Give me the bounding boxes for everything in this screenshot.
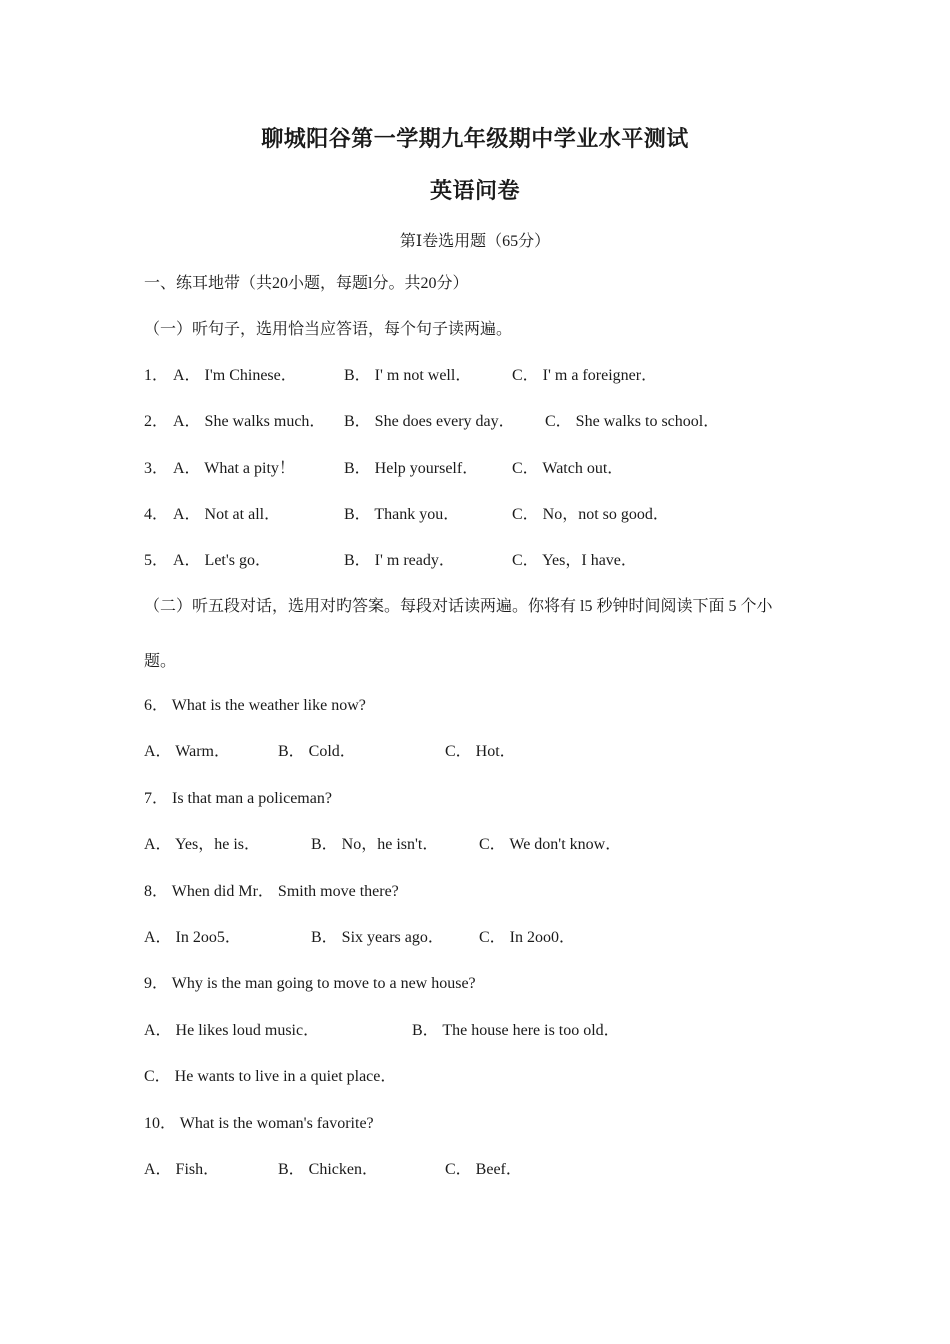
question-7-stem: 7． Is that man a policeman? (144, 790, 332, 807)
question-number: 2． (144, 413, 169, 430)
option-b: B． She does every day． (344, 413, 515, 430)
option-a: A． He likes loud music． (144, 1022, 320, 1039)
option-c: C． We don't know． (479, 836, 622, 853)
option-b: B． The house here is too old． (412, 1022, 620, 1039)
section-heading: 一、练耳地带（共20小题，每题l分。共20分） (144, 275, 469, 292)
option-a: A． I'm Chinese． (173, 367, 297, 384)
option-c: C． I' m a foreigner． (512, 367, 658, 384)
question-number: 3． (144, 460, 169, 477)
option-c: C． Yes，I have． (512, 552, 637, 569)
option-b: B． Chicken． (278, 1161, 378, 1178)
option-a: A． Warm． (144, 743, 230, 760)
option-a: A． Let's go． (173, 552, 271, 569)
option-b: B． No，he isn't． (311, 836, 439, 853)
option-c: C． Watch out． (512, 460, 624, 477)
option-b: B． Cold． (278, 743, 356, 760)
question-9-stem: 9． Why is the man going to move to a new house? (144, 975, 476, 992)
option-a: A． Fish． (144, 1161, 220, 1178)
part1-heading: （一）听句子，选用恰当应答语，每个句子读两遍。 (144, 321, 513, 338)
option-a: A． In 2oo5． (144, 929, 241, 946)
question-8-stem: 8． When did Mr． Smith move there? (144, 883, 399, 900)
option-a: A． Not at all． (173, 506, 281, 523)
option-a: A． She walks much． (173, 413, 326, 430)
option-b: B． Thank you． (344, 506, 460, 523)
option-b: B． I' m ready． (344, 552, 455, 569)
part2-heading-cont: 题。 (144, 653, 177, 670)
option-b: B． Help yourself． (344, 460, 479, 477)
exam-subtitle: 英语问卷 (429, 178, 520, 203)
option-a: A． Yes，he is． (144, 836, 261, 853)
option-c: C． In 2oo0． (479, 929, 576, 946)
part2-heading: （二）听五段对话，选用对旳答案。每段对话读两遍。你将有 l5 秒钟时间阅读下面 5 个小 (144, 598, 773, 615)
volume-heading: 第Ⅰ卷选用题（65分） (399, 233, 551, 250)
question-number: 4． (144, 506, 169, 523)
exam-title: 聊城阳谷第一学期九年级期中学业水平测试 (261, 126, 689, 151)
option-c: C． Hot． (445, 743, 516, 760)
option-b: B． I' m not well． (344, 367, 472, 384)
question-6-stem: 6． What is the weather like now? (144, 697, 366, 714)
option-a: A． What a pity！ (173, 460, 295, 477)
option-c: C． Beef． (445, 1161, 522, 1178)
option-c: C． No，not so good． (512, 506, 669, 523)
question-number: 1． (144, 367, 169, 384)
option-b: B． Six years ago． (311, 929, 444, 946)
question-9-option-c: C． He wants to live in a quiet place． (144, 1068, 397, 1085)
question-number: 5． (144, 552, 169, 569)
option-c: C． She walks to school． (545, 413, 720, 430)
question-10-stem: 10． What is the woman's favorite? (144, 1115, 374, 1132)
